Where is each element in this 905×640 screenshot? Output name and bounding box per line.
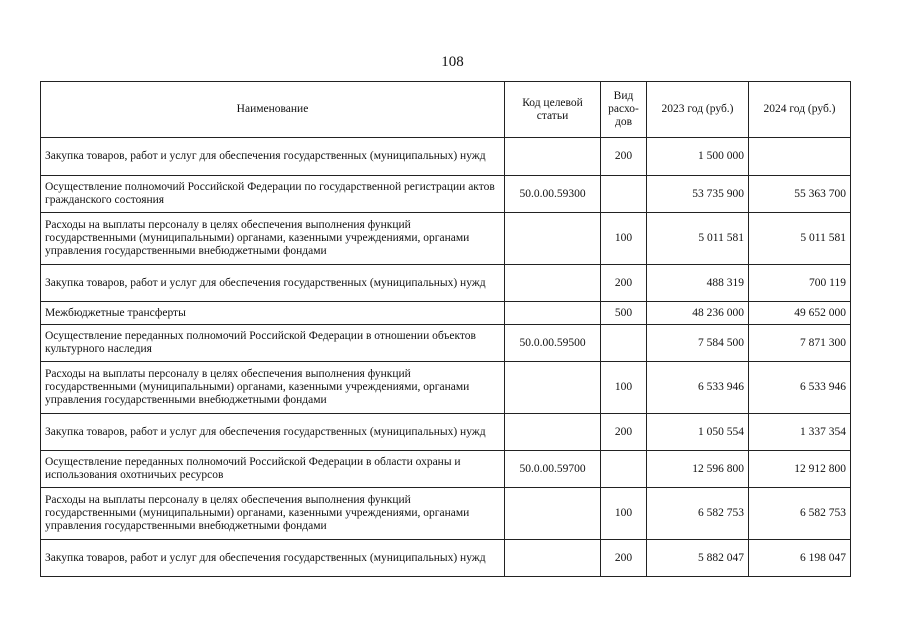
row-2024: 55 363 700 [749,176,851,213]
row-code [505,213,601,265]
header-2024: 2024 год (руб.) [749,82,851,138]
table-row [41,451,851,488]
row-type: 100 [601,362,647,414]
row-2024: 5 011 581 [749,213,851,265]
row-name: Расходы на выплаты персоналу в целях обеспечения выполнения функций государственными (муниципальными) органами, казенными учреждениями, органами управления государственными внебюджетными фондами [41,488,505,540]
table-row [41,540,851,577]
row-type: 200 [601,414,647,451]
header-name: Наименование [41,82,505,138]
row-2023: 1 500 000 [647,138,749,176]
row-name: Осуществление переданных полномочий Российской Федерации в отношении объектов культурного наследия [41,325,505,362]
row-2024: 1 337 354 [749,414,851,451]
header-type: Вид расхо-дов [601,82,647,138]
row-code [505,414,601,451]
row-name: Расходы на выплаты персоналу в целях обеспечения выполнения функций государственными (муниципальными) органами, казенными учреждениями, органами управления государственными внебюджетными фондами [41,362,505,414]
row-2023: 5 011 581 [647,213,749,265]
row-2023: 48 236 000 [647,302,749,325]
row-type: 100 [601,488,647,540]
row-code [505,302,601,325]
row-2024: 12 912 800 [749,451,851,488]
row-2023: 488 319 [647,265,749,302]
row-type: 200 [601,540,647,577]
table-row [41,302,851,325]
table-header-row [41,82,851,138]
row-code [505,265,601,302]
row-2023: 7 584 500 [647,325,749,362]
row-2024: 7 871 300 [749,325,851,362]
row-2024: 49 652 000 [749,302,851,325]
table-row [41,265,851,302]
row-type [601,176,647,213]
row-2024: 6 582 753 [749,488,851,540]
table-row [41,213,851,265]
table-body [41,138,851,577]
page-number: 108 [441,54,464,70]
row-type: 200 [601,138,647,176]
row-2023: 5 882 047 [647,540,749,577]
row-code: 50.0.00.59500 [505,325,601,362]
header-2023: 2023 год (руб.) [647,82,749,138]
row-code: 50.0.00.59300 [505,176,601,213]
row-code [505,138,601,176]
row-2023: 6 533 946 [647,362,749,414]
table-row [41,176,851,213]
row-name: Расходы на выплаты персоналу в целях обеспечения выполнения функций государственными (муниципальными) органами, казенными учреждениями, органами управления государственными внебюджетными фондами [41,213,505,265]
row-name: Межбюджетные трансферты [41,302,505,325]
row-type [601,325,647,362]
row-2023: 6 582 753 [647,488,749,540]
row-2023: 1 050 554 [647,414,749,451]
table-row [41,138,851,176]
budget-table [40,81,851,577]
row-2023: 12 596 800 [647,451,749,488]
row-2024 [749,138,851,176]
row-code: 50.0.00.59700 [505,451,601,488]
row-2023: 53 735 900 [647,176,749,213]
row-name: Закупка товаров, работ и услуг для обеспечения государственных (муниципальных) нужд [41,540,505,577]
row-type: 500 [601,302,647,325]
row-2024: 6 533 946 [749,362,851,414]
row-name: Закупка товаров, работ и услуг для обеспечения государственных (муниципальных) нужд [41,265,505,302]
table-row [41,488,851,540]
row-type [601,451,647,488]
row-code [505,488,601,540]
row-name: Закупка товаров, работ и услуг для обеспечения государственных (муниципальных) нужд [41,138,505,176]
row-name: Осуществление полномочий Российской Федерации по государственной регистрации актов гражданского состояния [41,176,505,213]
row-2024: 700 119 [749,265,851,302]
table-row [41,362,851,414]
row-code [505,540,601,577]
row-type: 200 [601,265,647,302]
table-row [41,414,851,451]
row-name: Осуществление переданных полномочий Российской Федерации в области охраны и использования охотничьих ресурсов [41,451,505,488]
header-code: Код целевой статьи [505,82,601,138]
row-type: 100 [601,213,647,265]
row-2024: 6 198 047 [749,540,851,577]
table-row [41,325,851,362]
row-code [505,362,601,414]
row-name: Закупка товаров, работ и услуг для обеспечения государственных (муниципальных) нужд [41,414,505,451]
